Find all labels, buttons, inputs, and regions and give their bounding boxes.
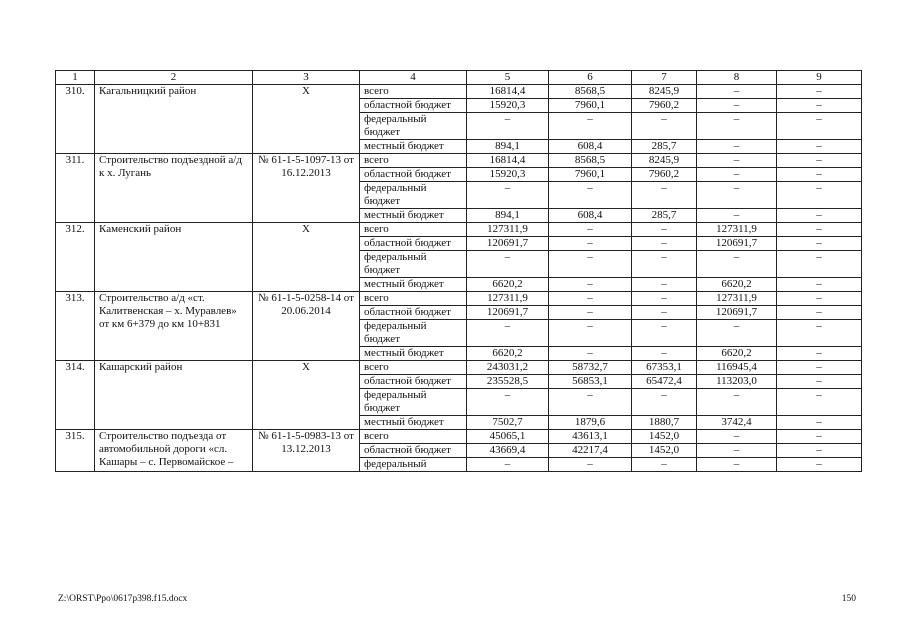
amount-cell: –	[697, 113, 777, 140]
amount-cell: –	[467, 458, 549, 472]
amount-cell: –	[632, 458, 697, 472]
amount-cell: –	[697, 168, 777, 182]
amount-cell: 7502,7	[467, 416, 549, 430]
amount-cell: –	[777, 182, 862, 209]
amount-cell: 127311,9	[697, 292, 777, 306]
funding-source: федеральный бюджет	[360, 389, 467, 416]
amount-cell: –	[777, 237, 862, 251]
amount-cell: –	[632, 292, 697, 306]
amount-cell: –	[549, 458, 632, 472]
amount-cell: –	[697, 140, 777, 154]
column-header: 7	[632, 71, 697, 85]
table-row	[56, 223, 862, 237]
amount-cell: –	[549, 320, 632, 347]
amount-cell: –	[777, 113, 862, 140]
amount-cell: –	[632, 347, 697, 361]
document-ref: № 61-1-5-0258-14 от 20.06.2014	[253, 292, 360, 361]
amount-cell: 120691,7	[467, 306, 549, 320]
amount-cell: 608,4	[549, 209, 632, 223]
amount-cell: 8568,5	[549, 154, 632, 168]
amount-cell: –	[697, 182, 777, 209]
row-number: 315.	[56, 430, 95, 472]
table-body	[56, 85, 862, 472]
document-ref: Х	[253, 223, 360, 292]
funding-source: всего	[360, 154, 467, 168]
funding-source: всего	[360, 361, 467, 375]
column-header: 2	[95, 71, 253, 85]
amount-cell: 42217,4	[549, 444, 632, 458]
amount-cell: 43669,4	[467, 444, 549, 458]
row-number: 310.	[56, 85, 95, 154]
amount-cell: –	[777, 168, 862, 182]
amount-cell: 235528,5	[467, 375, 549, 389]
amount-cell: 6620,2	[697, 347, 777, 361]
amount-cell: –	[777, 209, 862, 223]
funding-source: федеральный бюджет	[360, 182, 467, 209]
amount-cell: –	[549, 223, 632, 237]
amount-cell: –	[777, 361, 862, 375]
column-header: 4	[360, 71, 467, 85]
amount-cell: –	[632, 237, 697, 251]
amount-cell: –	[777, 223, 862, 237]
amount-cell: –	[697, 430, 777, 444]
amount-cell: –	[777, 251, 862, 278]
amount-cell: 1879,6	[549, 416, 632, 430]
funding-source: местный бюджет	[360, 140, 467, 154]
funding-source: областной бюджет	[360, 375, 467, 389]
funding-source: федеральный бюджет	[360, 320, 467, 347]
amount-cell: 894,1	[467, 140, 549, 154]
funding-source: областной бюджет	[360, 237, 467, 251]
amount-cell: –	[777, 154, 862, 168]
column-header: 9	[777, 71, 862, 85]
amount-cell: –	[777, 375, 862, 389]
amount-cell: –	[697, 444, 777, 458]
funding-source: федеральный	[360, 458, 467, 472]
funding-source: всего	[360, 85, 467, 99]
amount-cell: 15920,3	[467, 99, 549, 113]
row-number: 313.	[56, 292, 95, 361]
amount-cell: –	[777, 444, 862, 458]
amount-cell: 45065,1	[467, 430, 549, 444]
amount-cell: 8568,5	[549, 85, 632, 99]
amount-cell: –	[697, 85, 777, 99]
amount-cell: –	[777, 347, 862, 361]
amount-cell: 116945,4	[697, 361, 777, 375]
table-row	[56, 154, 862, 168]
document-ref: Х	[253, 361, 360, 430]
column-header: 3	[253, 71, 360, 85]
amount-cell: –	[549, 251, 632, 278]
funding-source: местный бюджет	[360, 347, 467, 361]
amount-cell: –	[777, 278, 862, 292]
amount-cell: –	[632, 320, 697, 347]
amount-cell: 56853,1	[549, 375, 632, 389]
amount-cell: 120691,7	[697, 306, 777, 320]
amount-cell: 243031,2	[467, 361, 549, 375]
amount-cell: –	[697, 209, 777, 223]
amount-cell: –	[777, 292, 862, 306]
amount-cell: –	[549, 237, 632, 251]
funding-source: местный бюджет	[360, 416, 467, 430]
document-ref: № 61-1-5-1097-13 от 16.12.2013	[253, 154, 360, 223]
amount-cell: –	[697, 458, 777, 472]
object-name: Каменский район	[95, 223, 253, 292]
amount-cell: 113203,0	[697, 375, 777, 389]
amount-cell: 1452,0	[632, 444, 697, 458]
object-name: Строительство а/д «ст. Калитвенская – х. Муравлев» от км 6+379 до км 10+831	[95, 292, 253, 361]
amount-cell: –	[697, 154, 777, 168]
amount-cell: –	[777, 320, 862, 347]
amount-cell: –	[467, 113, 549, 140]
column-header: 5	[467, 71, 549, 85]
amount-cell: 43613,1	[549, 430, 632, 444]
amount-cell: –	[777, 389, 862, 416]
amount-cell: –	[632, 306, 697, 320]
amount-cell: –	[777, 458, 862, 472]
column-header: 1	[56, 71, 95, 85]
amount-cell: –	[549, 113, 632, 140]
footer-file-path: Z:\ORST\Ppo\0617p398.f15.docx	[58, 594, 188, 604]
amount-cell: 285,7	[632, 209, 697, 223]
funding-source: всего	[360, 292, 467, 306]
amount-cell: –	[632, 182, 697, 209]
amount-cell: –	[632, 223, 697, 237]
amount-cell: 67353,1	[632, 361, 697, 375]
object-name: Строительство подъездной а/д к х. Лугань	[95, 154, 253, 223]
funding-source: местный бюджет	[360, 278, 467, 292]
funding-source: областной бюджет	[360, 168, 467, 182]
amount-cell: –	[549, 182, 632, 209]
row-number: 312.	[56, 223, 95, 292]
funding-source: областной бюджет	[360, 444, 467, 458]
page-number: 150	[841, 594, 856, 604]
amount-cell: 3742,4	[697, 416, 777, 430]
row-number: 311.	[56, 154, 95, 223]
amount-cell: 6620,2	[467, 278, 549, 292]
amount-cell: –	[467, 389, 549, 416]
amount-cell: 127311,9	[467, 292, 549, 306]
amount-cell: 127311,9	[467, 223, 549, 237]
amount-cell: –	[549, 347, 632, 361]
amount-cell: 7960,1	[549, 99, 632, 113]
table-row	[56, 85, 862, 99]
amount-cell: –	[777, 99, 862, 113]
amount-cell: –	[777, 306, 862, 320]
object-name: Кашарский район	[95, 361, 253, 430]
amount-cell: 7960,1	[549, 168, 632, 182]
table-row	[56, 361, 862, 375]
amount-cell: 127311,9	[697, 223, 777, 237]
amount-cell: –	[632, 389, 697, 416]
budget-table	[55, 70, 862, 472]
amount-cell: –	[777, 140, 862, 154]
amount-cell: 894,1	[467, 209, 549, 223]
amount-cell: –	[777, 430, 862, 444]
amount-cell: –	[467, 320, 549, 347]
row-number: 314.	[56, 361, 95, 430]
amount-cell: 285,7	[632, 140, 697, 154]
amount-cell: 16814,4	[467, 154, 549, 168]
amount-cell: 1880,7	[632, 416, 697, 430]
amount-cell: –	[549, 278, 632, 292]
funding-source: федеральный бюджет	[360, 251, 467, 278]
column-header: 6	[549, 71, 632, 85]
table-row	[56, 292, 862, 306]
amount-cell: –	[697, 389, 777, 416]
header-row	[56, 71, 862, 85]
amount-cell: 6620,2	[467, 347, 549, 361]
funding-source: областной бюджет	[360, 99, 467, 113]
amount-cell: –	[697, 320, 777, 347]
amount-cell: 608,4	[549, 140, 632, 154]
amount-cell: –	[777, 85, 862, 99]
amount-cell: 58732,7	[549, 361, 632, 375]
amount-cell: 15920,3	[467, 168, 549, 182]
amount-cell: 7960,2	[632, 168, 697, 182]
amount-cell: –	[632, 113, 697, 140]
table-row	[56, 430, 862, 444]
funding-source: областной бюджет	[360, 306, 467, 320]
amount-cell: –	[549, 306, 632, 320]
amount-cell: 16814,4	[467, 85, 549, 99]
amount-cell: 1452,0	[632, 430, 697, 444]
document-ref: № 61-1-5-0983-13 от 13.12.2013	[253, 430, 360, 472]
document-ref: Х	[253, 85, 360, 154]
amount-cell: 120691,7	[467, 237, 549, 251]
amount-cell: –	[632, 278, 697, 292]
column-header: 8	[697, 71, 777, 85]
amount-cell: 6620,2	[697, 278, 777, 292]
amount-cell: –	[467, 182, 549, 209]
funding-source: местный бюджет	[360, 209, 467, 223]
funding-source: всего	[360, 223, 467, 237]
amount-cell: –	[549, 389, 632, 416]
amount-cell: –	[467, 251, 549, 278]
amount-cell: 8245,9	[632, 85, 697, 99]
amount-cell: 8245,9	[632, 154, 697, 168]
funding-source: федеральный бюджет	[360, 113, 467, 140]
funding-source: всего	[360, 430, 467, 444]
amount-cell: 7960,2	[632, 99, 697, 113]
amount-cell: –	[549, 292, 632, 306]
amount-cell: 120691,7	[697, 237, 777, 251]
amount-cell: –	[632, 251, 697, 278]
amount-cell: –	[777, 416, 862, 430]
amount-cell: 65472,4	[632, 375, 697, 389]
amount-cell: –	[697, 251, 777, 278]
amount-cell: –	[697, 99, 777, 113]
object-name: Кагальницкий район	[95, 85, 253, 154]
object-name: Строительство подъезда от автомобильной дороги «сл. Кашары – с. Первомайское –	[95, 430, 253, 472]
